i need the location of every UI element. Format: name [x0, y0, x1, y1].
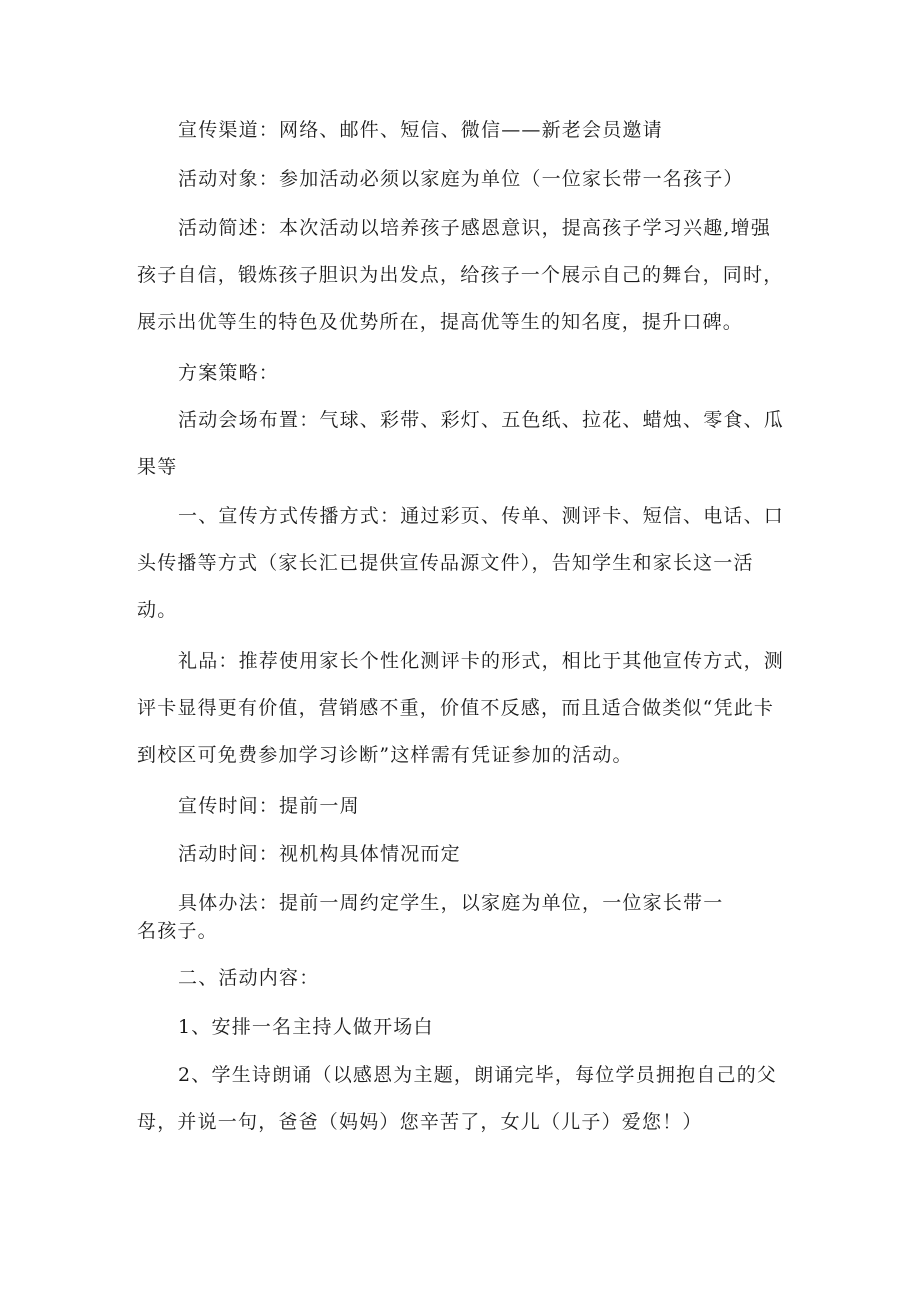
paragraph-item-host: 1、安排一名主持人做开场白 [178, 1016, 434, 1038]
paragraph-promotion-channels: 宣传渠道：网络、邮件、短信、微信——新老会员邀请 [178, 119, 663, 141]
paragraph-promotion-time: 宣传时间：提前一周 [178, 795, 360, 817]
paragraph-activity-time: 活动时间：视机构具体情况而定 [178, 843, 461, 865]
paragraph-promotion-methods: 一、宣传方式传播方式：通过彩页、传单、测评卡、短信、电话、口头传播等方式（家长汇已提供宣传品源文件），告知学生和家长这一活动。 [137, 505, 785, 621]
paragraph-item-poetry: 2、学生诗朗诵（以感恩为主题，朗诵完毕，每位学员拥抱自己的父母，并说一句，爸爸（妈妈）您辛苦了，女儿（儿子）爱您！） [137, 1064, 778, 1133]
paragraph-activity-summary: 活动简述：本次活动以培养孩子感恩意识，提高孩子学习兴趣,增强孩子自信，锻炼孩子胆识为出发点，给孩子一个展示自己的舞台，同时，展示出优等生的特色及优势所在，提高优等生的知名度，提升口碑。 [137, 217, 784, 333]
paragraph-content-heading: 二、活动内容： [178, 967, 320, 989]
paragraph-participants: 活动对象：参加活动必须以家庭为单位（一位家长带一名孩子） [178, 168, 744, 190]
paragraph-venue-decoration: 活动会场布置：气球、彩带、彩灯、五色纸、拉花、蜡烛、零食、瓜果等 [137, 409, 785, 478]
paragraph-gifts: 礼品：推荐使用家长个性化测评卡的形式，相比于其他宣传方式，测评卡显得更有价值，营销感不重，价值不反感，而且适合做类似“凭此卡到校区可免费参加学习诊断”这样需有凭证参加的活动。 [137, 650, 785, 766]
paragraph-strategy-heading: 方案策略： [178, 362, 280, 384]
paragraph-specific-method: 具体办法：提前一周约定学生，以家庭为单位，一位家长带一名孩子。 [137, 892, 724, 942]
